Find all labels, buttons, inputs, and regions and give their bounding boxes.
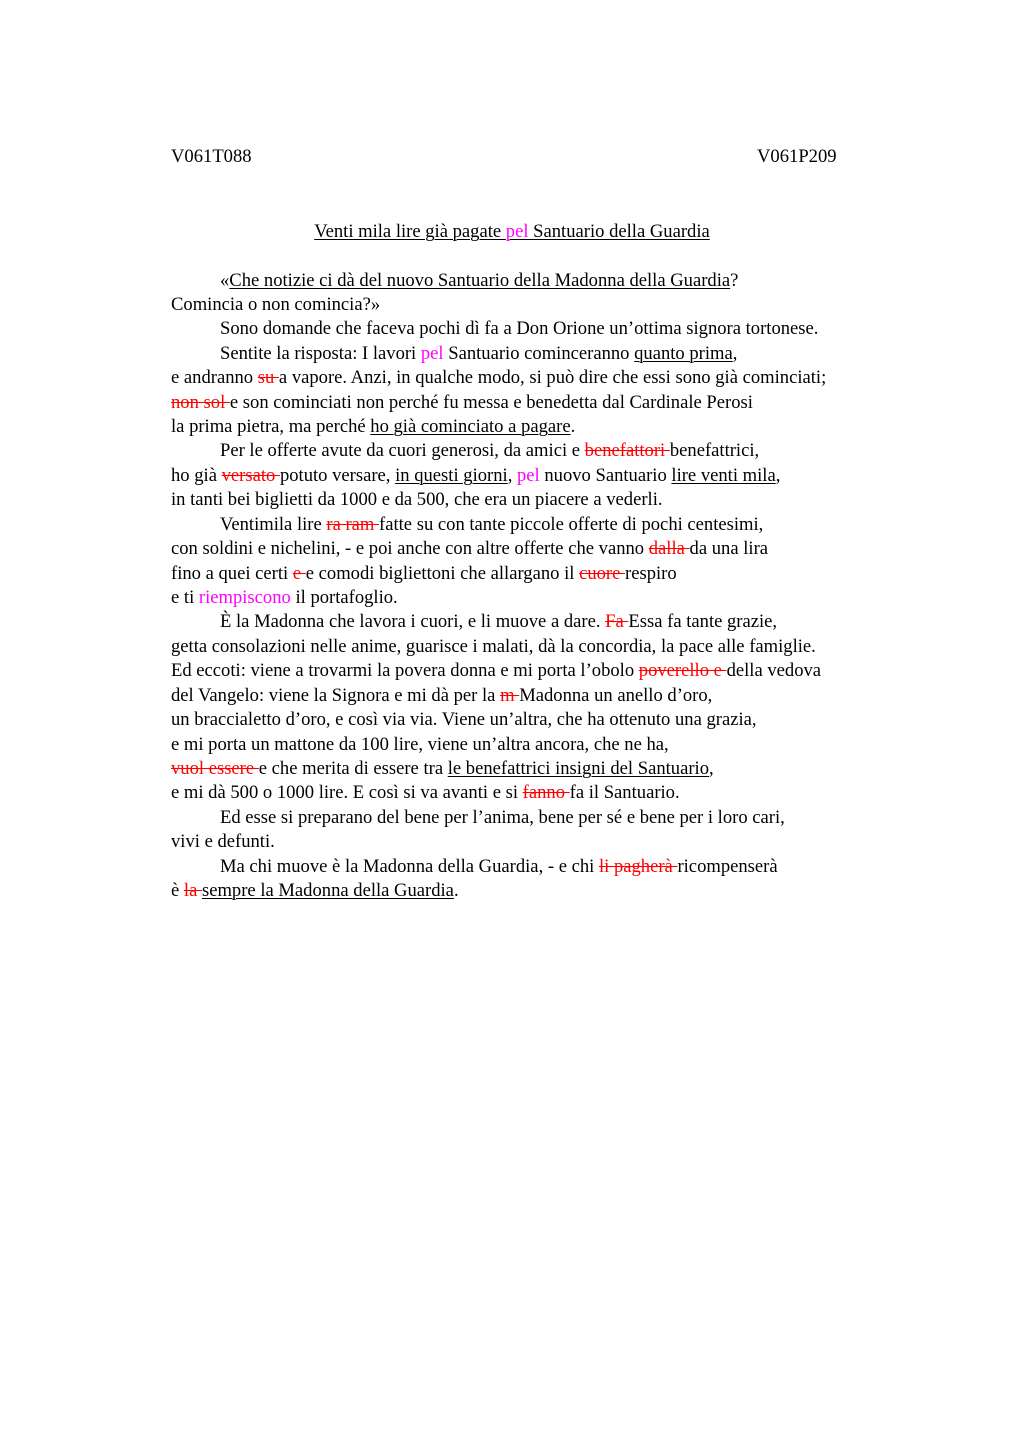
text-run: . [570, 416, 576, 437]
title-variant-pel: pel [505, 221, 529, 242]
underlined-text: quanto prima [634, 343, 733, 364]
deleted-text: su [257, 367, 279, 388]
text-line-23 [220, 807, 785, 829]
text-line-16 [171, 636, 816, 658]
text-run: Madonna un anello d’oro, [519, 685, 713, 706]
text-line-15 [220, 611, 777, 633]
deleted-text: cuore [579, 563, 626, 584]
text-run: Per le offerte avute da cuori generosi, da amici e [220, 440, 585, 461]
text-run: Sono domande che faceva pochi dì fa a Don Orione un’ottima signora tortonese. [220, 318, 819, 339]
text-run: la prima pietra, ma perché [171, 416, 371, 437]
text-run: , [709, 758, 714, 779]
underlined-text: lire venti mila [671, 465, 776, 486]
text-run: Essa fa tante grazie, [628, 611, 778, 632]
text-run: da una lira [689, 538, 769, 559]
text-line-3 [220, 318, 818, 340]
text-line-21 [171, 758, 714, 780]
text-line-7 [171, 416, 575, 438]
text-run: fino a quei certi [171, 563, 293, 584]
title-part-2: Santuario della Guardia [528, 221, 710, 242]
text-line-4 [220, 343, 737, 365]
text-run: Ed eccoti: viene a trovarmi la povera donna e mi porta l’obolo [171, 660, 639, 681]
text-run: potuto versare, [279, 465, 396, 486]
text-run: della vedova [726, 660, 822, 681]
text-line-20 [171, 734, 669, 756]
text-line-11 [220, 514, 763, 536]
text-line-6 [171, 392, 753, 414]
text-run: e comodi bigliettoni che allargano il [305, 563, 580, 584]
deleted-text: m [500, 685, 520, 706]
text-run: e che merita di essere tra [258, 758, 448, 779]
text-run: con soldini e nichelini, - e poi anche con altre offerte che vanno [171, 538, 649, 559]
text-run: fa il Santuario. [569, 782, 680, 803]
deleted-text: e [292, 563, 306, 584]
text-run: Ed esse si preparano del bene per l’anima, bene per sé e bene per i loro cari, [220, 807, 785, 828]
header-right-code: V061P209 [757, 146, 837, 167]
text-run: respiro [625, 563, 677, 584]
variant-text: riempiscono [198, 587, 291, 608]
text-run: il portafoglio. [290, 587, 398, 608]
text-line-24 [171, 831, 275, 853]
text-line-18 [171, 685, 712, 707]
text-run: e mi porta un mattone da 100 lire, viene un’altra ancora, che ne ha, [171, 734, 669, 755]
deleted-text: ra ram [326, 514, 380, 535]
text-line-2 [171, 294, 380, 316]
text-run: fatte su con tante piccole offerte di pochi centesimi, [379, 514, 764, 535]
text-run: è [171, 880, 184, 901]
text-run: in tanti bei biglietti da 1000 e da 500, che era un piacere a vederli. [171, 489, 663, 510]
text-run: del Vangelo: viene la Signora e mi dà per la [171, 685, 501, 706]
text-line-1 [220, 270, 738, 292]
text-line-19 [171, 709, 757, 731]
variant-text: pel [420, 343, 444, 364]
text-line-22 [171, 782, 680, 804]
text-run: e andranno [171, 367, 258, 388]
text-line-14 [171, 587, 398, 609]
text-run: , [775, 465, 781, 486]
underlined-text: in questi giorni [395, 465, 508, 486]
text-run: , [507, 465, 517, 486]
text-run: a vapore. Anzi, in qualche modo, si può dire che essi sono già cominciati; [278, 367, 827, 388]
text-run: ho già [171, 465, 222, 486]
deleted-text: la [183, 880, 202, 901]
text-run: Comincia o non comincia?» [171, 294, 381, 315]
deleted-text: li pagherà [598, 856, 678, 877]
deleted-text: poverello e [638, 660, 727, 681]
deleted-text: benefattori [584, 440, 670, 461]
text-run: « [220, 270, 230, 291]
text-line-17 [171, 660, 821, 682]
text-run: . [453, 880, 459, 901]
header-left-code: V061T088 [171, 146, 252, 167]
text-line-26 [171, 880, 459, 902]
underlined-text: le benefattrici insigni del Santuario [447, 758, 709, 779]
text-run: Sentite la risposta: I lavori [220, 343, 421, 364]
text-run: vivi e defunti. [171, 831, 275, 852]
deleted-text: dalla [648, 538, 690, 559]
underlined-text: Che notizie ci dà del nuovo Santuario della Madonna della Guardia [229, 270, 731, 291]
text-line-12 [171, 538, 768, 560]
text-run: , [732, 343, 738, 364]
text-run: Ventimila lire [220, 514, 327, 535]
text-line-25 [220, 856, 778, 878]
underlined-text: sempre la Madonna della Guardia [201, 880, 454, 901]
text-run: Santuario cominceranno [443, 343, 635, 364]
variant-text: pel [516, 465, 540, 486]
text-run: nuovo Santuario [539, 465, 672, 486]
text-line-5 [171, 367, 826, 389]
document-title [0, 221, 1024, 243]
deleted-text: non sol [171, 392, 230, 413]
text-run: e ti [171, 587, 199, 608]
deleted-text: Fa [605, 611, 629, 632]
text-run: e mi dà 500 o 1000 lire. E così si va avanti e si [171, 782, 523, 803]
text-line-9 [171, 465, 780, 487]
text-run: ? [730, 270, 739, 291]
text-run: Ma chi muove è la Madonna della Guardia, - e chi [220, 856, 599, 877]
title-part-1: Venti mila lire già pagate [314, 221, 506, 242]
text-run: benefattrici, [669, 440, 760, 461]
text-run: ricompenserà [677, 856, 778, 877]
text-line-13 [171, 563, 677, 585]
text-run: getta consolazioni nelle anime, guarisce i malati, dà la concordia, la pace alle famiglie. [171, 636, 816, 657]
text-line-8 [220, 440, 759, 462]
text-line-10 [171, 489, 663, 511]
deleted-text: fanno [522, 782, 570, 803]
deleted-text: versato [221, 465, 280, 486]
deleted-text: vuol essere [171, 758, 259, 779]
text-run: e son cominciati non perché fu messa e benedetta dal Cardinale Perosi [229, 392, 753, 413]
text-run: un braccialetto d’oro, e così via via. Viene un’altra, che ha ottenuto una grazia, [171, 709, 757, 730]
underlined-text: ho già cominciato a pagare [370, 416, 571, 437]
text-run: È la Madonna che lavora i cuori, e li muove a dare. [220, 611, 606, 632]
